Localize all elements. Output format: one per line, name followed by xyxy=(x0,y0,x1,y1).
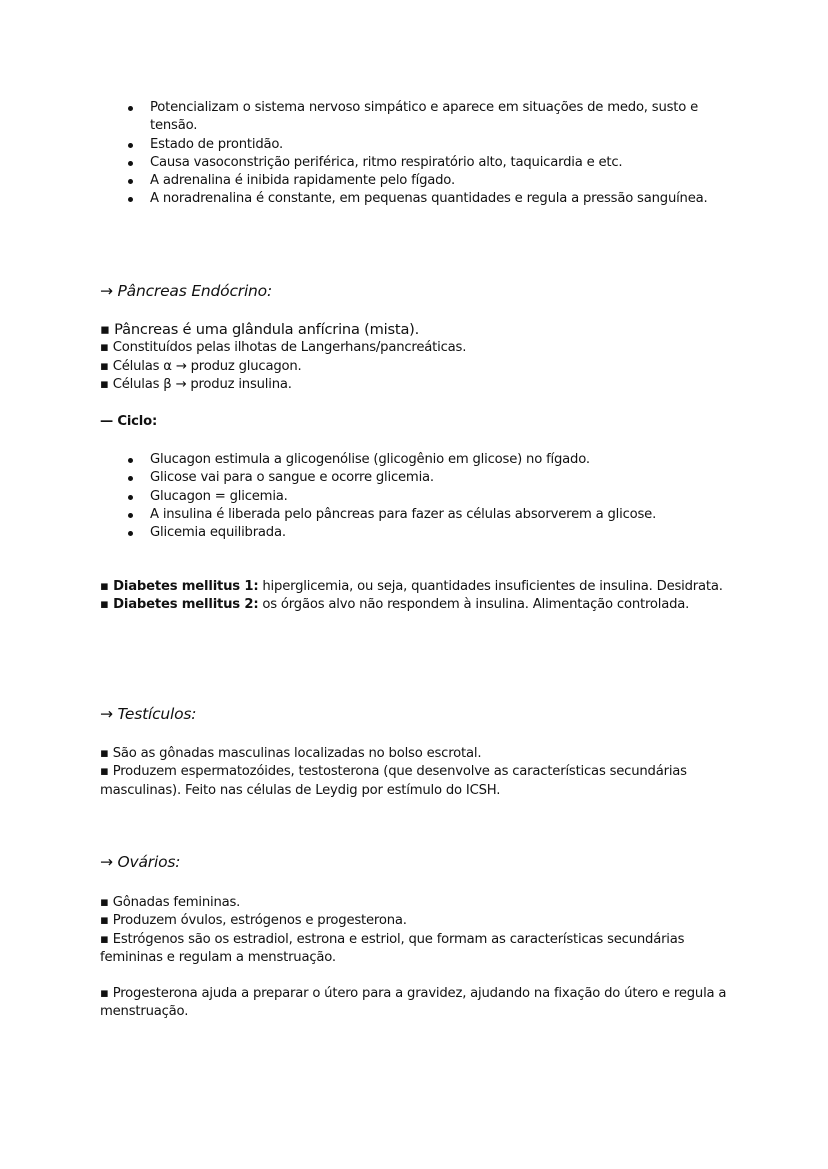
diabetes-1 xyxy=(100,578,740,596)
diabetes-2 xyxy=(100,596,740,614)
text-line: ▪ Constituídos pelas ilhotas de Langerhans/pancreáticas. xyxy=(100,340,467,356)
list-item: Glicemia equilibrada. xyxy=(150,524,740,542)
list-item: Causa vasoconstrição periférica, ritmo respiratório alto, taquicardia e etc. xyxy=(150,154,740,172)
text-line: ▪ São as gônadas masculinas localizadas no bolso escrotal. xyxy=(100,746,482,761)
definition: hiperglicemia, ou seja, quantidades insuficientes de insulina. Desidrata. xyxy=(258,579,723,594)
definition: os órgãos alvo não respondem à insulina. Alimentação controlada. xyxy=(258,597,690,613)
list-item: A noradrenalina é constante, em pequenas quantidades e regula a pressão sanguínea. xyxy=(150,190,740,208)
list-item: Estado de prontidão. xyxy=(150,136,740,154)
list-item: Potencializam o sistema nervoso simpático e aparece em situações de medo, susto e tensão. xyxy=(150,99,740,136)
progesterona-line: ▪ Progesterona ajuda a preparar o útero para a gravidez, ajudando na fixação do útero e regula a menstruação. xyxy=(100,986,727,1020)
ciclo-bullet-list xyxy=(150,451,740,542)
list-item: Glicose vai para o sangue e ocorre glicemia. xyxy=(150,469,740,487)
term-label: ▪ Diabetes mellitus 2: xyxy=(100,597,259,613)
text-line: ▪ Estrógenos são os estradiol, estrona e estriol, que formam as características secundárias femininas e regulam a menstruação. xyxy=(100,931,685,965)
pancreas-facts xyxy=(100,321,740,394)
text-line: ▪ Produzem espermatozóides, testosterona (que desenvolve as características secundárias masculinas). Feito nas células de Leydig por estímulo do ICSH. xyxy=(100,764,687,798)
section-heading-ovarios: → Ovários: xyxy=(100,853,181,871)
ciclo-heading: — Ciclo: xyxy=(100,414,158,429)
term-label: ▪ Diabetes mellitus 1: xyxy=(100,579,259,594)
list-item: Glucagon = glicemia. xyxy=(150,488,740,506)
text-line: ▪ Pâncreas é uma glândula anfícrina (mista). xyxy=(100,321,420,338)
diabetes-block xyxy=(100,578,740,615)
ovarios-facts xyxy=(100,894,740,967)
text-line: ▪ Gônadas femininas. xyxy=(100,895,241,910)
adrenal-bullet-list xyxy=(150,99,740,209)
testiculos-facts xyxy=(100,745,740,800)
list-item: A adrenalina é inibida rapidamente pelo fígado. xyxy=(150,172,740,190)
list-item: A insulina é liberada pelo pâncreas para fazer as células absorverem a glicose. xyxy=(150,506,740,524)
text-line: ▪ Células β → produz insulina. xyxy=(100,376,292,392)
section-heading-pancreas: → Pâncreas Endócrino: xyxy=(100,282,272,300)
section-heading-testiculos: → Testículos: xyxy=(100,705,197,723)
list-item: Glucagon estimula a glicogenólise (glicogênio em glicose) no fígado. xyxy=(150,451,740,469)
text-line: ▪ Produzem óvulos, estrógenos e progesterona. xyxy=(100,913,407,929)
text-line: ▪ Células α → produz glucagon. xyxy=(100,358,302,374)
